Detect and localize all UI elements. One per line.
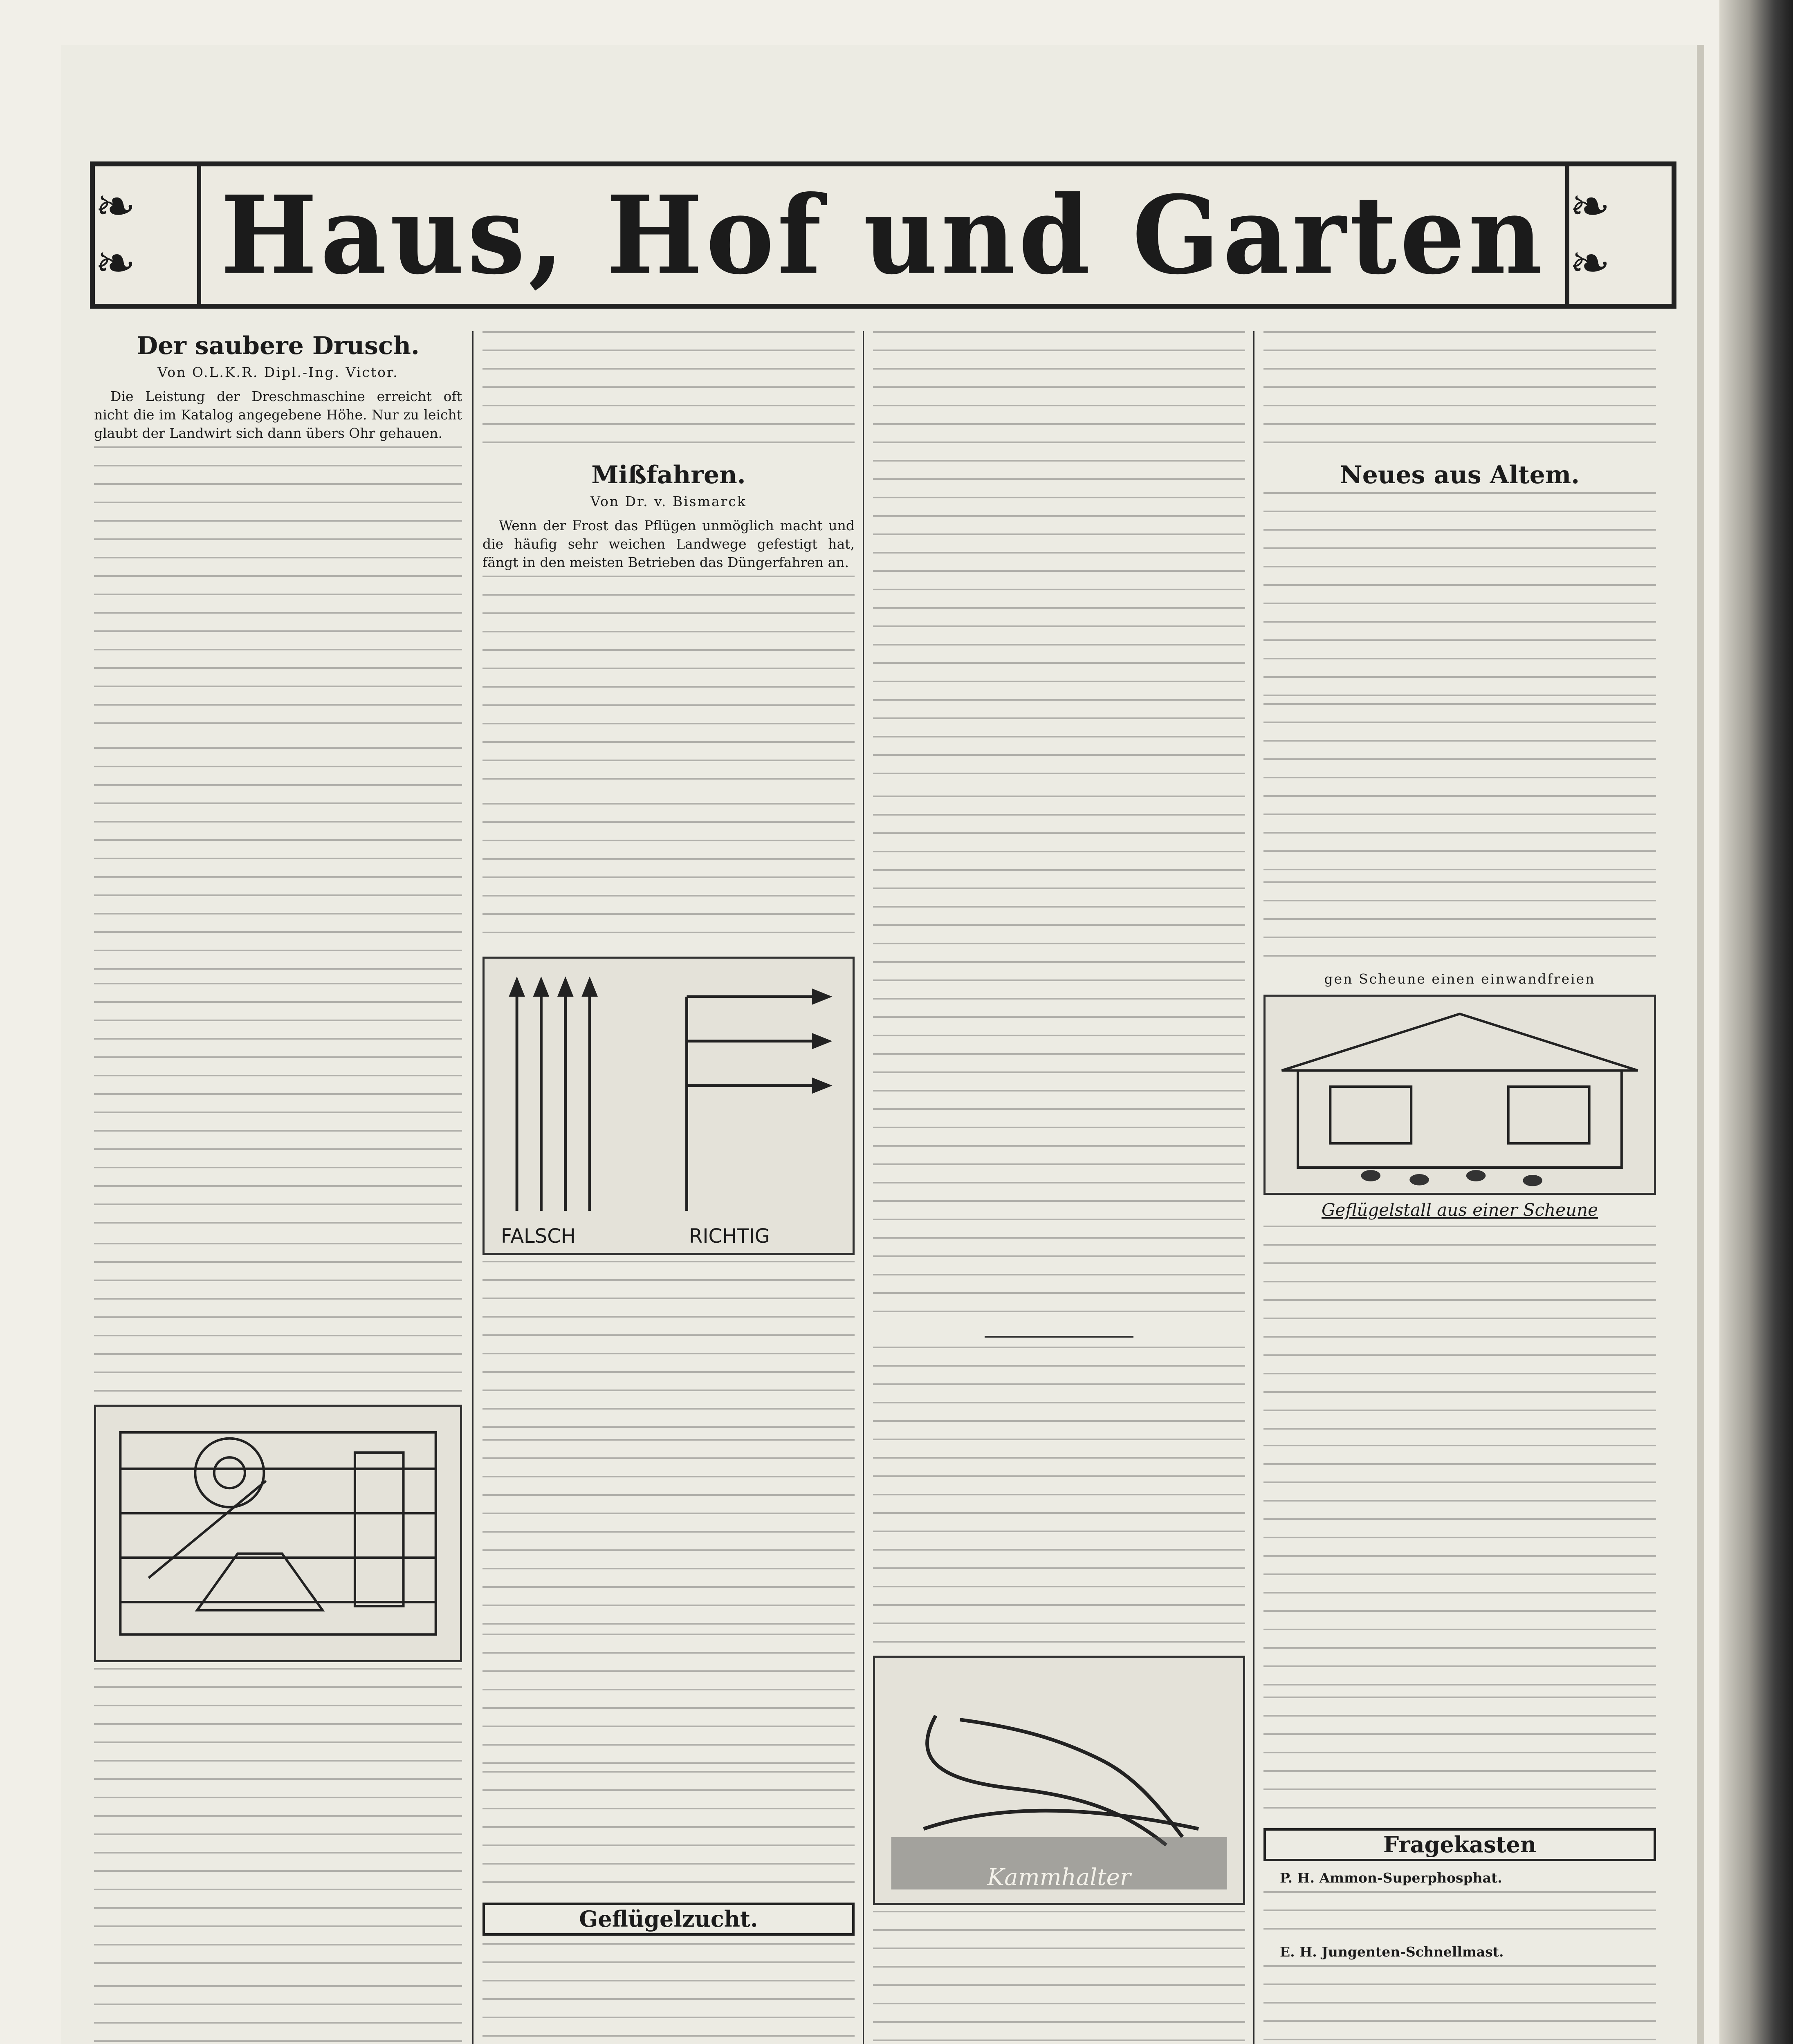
body-text-block: [1263, 1891, 1656, 1936]
body-text-block: [873, 1911, 1245, 2044]
article-heading-missfahren: Mißfahren.: [591, 461, 746, 489]
column-rule: [1253, 331, 1254, 2044]
byline-missfahren: Von Dr. v. Bismarck: [590, 493, 747, 509]
body-text-block: [482, 1439, 855, 1627]
body-text-block: [873, 796, 1245, 1327]
body-text-block: [94, 983, 462, 1236]
body-text-block: [1263, 492, 1656, 697]
body-text-block: [94, 1243, 462, 1398]
body-text-block: [1263, 331, 1656, 454]
caption-kammhalter: Kammhalter: [987, 1864, 1131, 1891]
label-right: RICHTIG: [689, 1225, 770, 1248]
body-text-block: [482, 1261, 855, 1432]
body-text-block: [873, 1347, 1245, 1649]
section-box-fragekasten: Fragekasten: [1263, 1828, 1656, 1861]
body-text-block: [94, 747, 462, 976]
body-text-block: [1263, 1226, 1656, 1438]
body-text-block: [1263, 1965, 1656, 2044]
section-box-gefluegelzucht: Geflügelzucht.: [482, 1903, 855, 1936]
body-text-block: [482, 331, 855, 454]
body-text-block: [873, 331, 1245, 789]
body-text-block: [482, 803, 855, 950]
divider: [985, 1336, 1133, 1338]
label-wrong: FALSCH: [501, 1225, 576, 1248]
section-title: Haus, Hof und Garten: [220, 172, 1546, 298]
article-intro-missfahren: Wenn der Frost das Pflügen unmöglich macht und die häufig sehr weichen Landwege gefestigt hat, fängt in den meisten Betrieben das Düngerfahren an.: [482, 518, 855, 570]
illustration-comb-holder: [873, 1656, 1245, 1905]
body-text-block: [482, 1943, 855, 2044]
masthead: [90, 161, 1676, 309]
illustration-driving-pattern: [482, 957, 855, 1255]
article-heading-drusch: Der saubere Drusch.: [137, 332, 420, 360]
book-spine: [1719, 0, 1793, 2044]
body-text-block: [1263, 881, 1656, 963]
body-text-block: [94, 1668, 462, 1979]
article-intro-drusch: Die Leistung der Dreschmaschine erreicht oft nicht die im Katalog angegebene Höhe. Nur zu leicht glaubt der Landwirt sich dann übers Ohr gehauen.: [94, 388, 462, 441]
question-heading: P. H. Ammon-Superphosphat.: [1280, 1870, 1502, 1886]
body-text-block: [1263, 1445, 1656, 1690]
ornament-left: ❧ ❧: [95, 166, 201, 304]
newspaper-page: [61, 45, 1704, 2044]
article-heading-neues-aus-altem: Neues aus Altem.: [1340, 461, 1580, 489]
body-text-block: [482, 1634, 855, 1764]
caption-above-figure: gen Scheune einen einwandfreien: [1324, 971, 1596, 987]
body-text-block: [94, 446, 462, 741]
body-text-block: [482, 576, 855, 796]
body-text-block: [94, 1985, 462, 2044]
question-heading: E. H. Jungenten-Schnellmast.: [1280, 1944, 1504, 1960]
column-1: [94, 331, 462, 2044]
column-rule: [472, 331, 473, 2044]
column-rule: [863, 331, 864, 2044]
column-4: [1263, 331, 1656, 2044]
illustration-poultry-barn: [1263, 995, 1656, 1195]
column-2: [482, 331, 855, 2044]
caption-gefluegelstall: Geflügelstall aus einer Scheune: [1321, 1200, 1598, 1220]
column-3: [873, 331, 1245, 2044]
ornament-right: ❧ ❧: [1565, 166, 1672, 304]
byline-drusch: Von O.L.K.R. Dipl.-Ing. Victor.: [157, 364, 399, 380]
illustration-threshing-drum: [94, 1405, 462, 1662]
body-text-block: [482, 1771, 855, 1894]
body-text-block: [1263, 703, 1656, 875]
body-text-block: [1263, 1697, 1656, 1819]
